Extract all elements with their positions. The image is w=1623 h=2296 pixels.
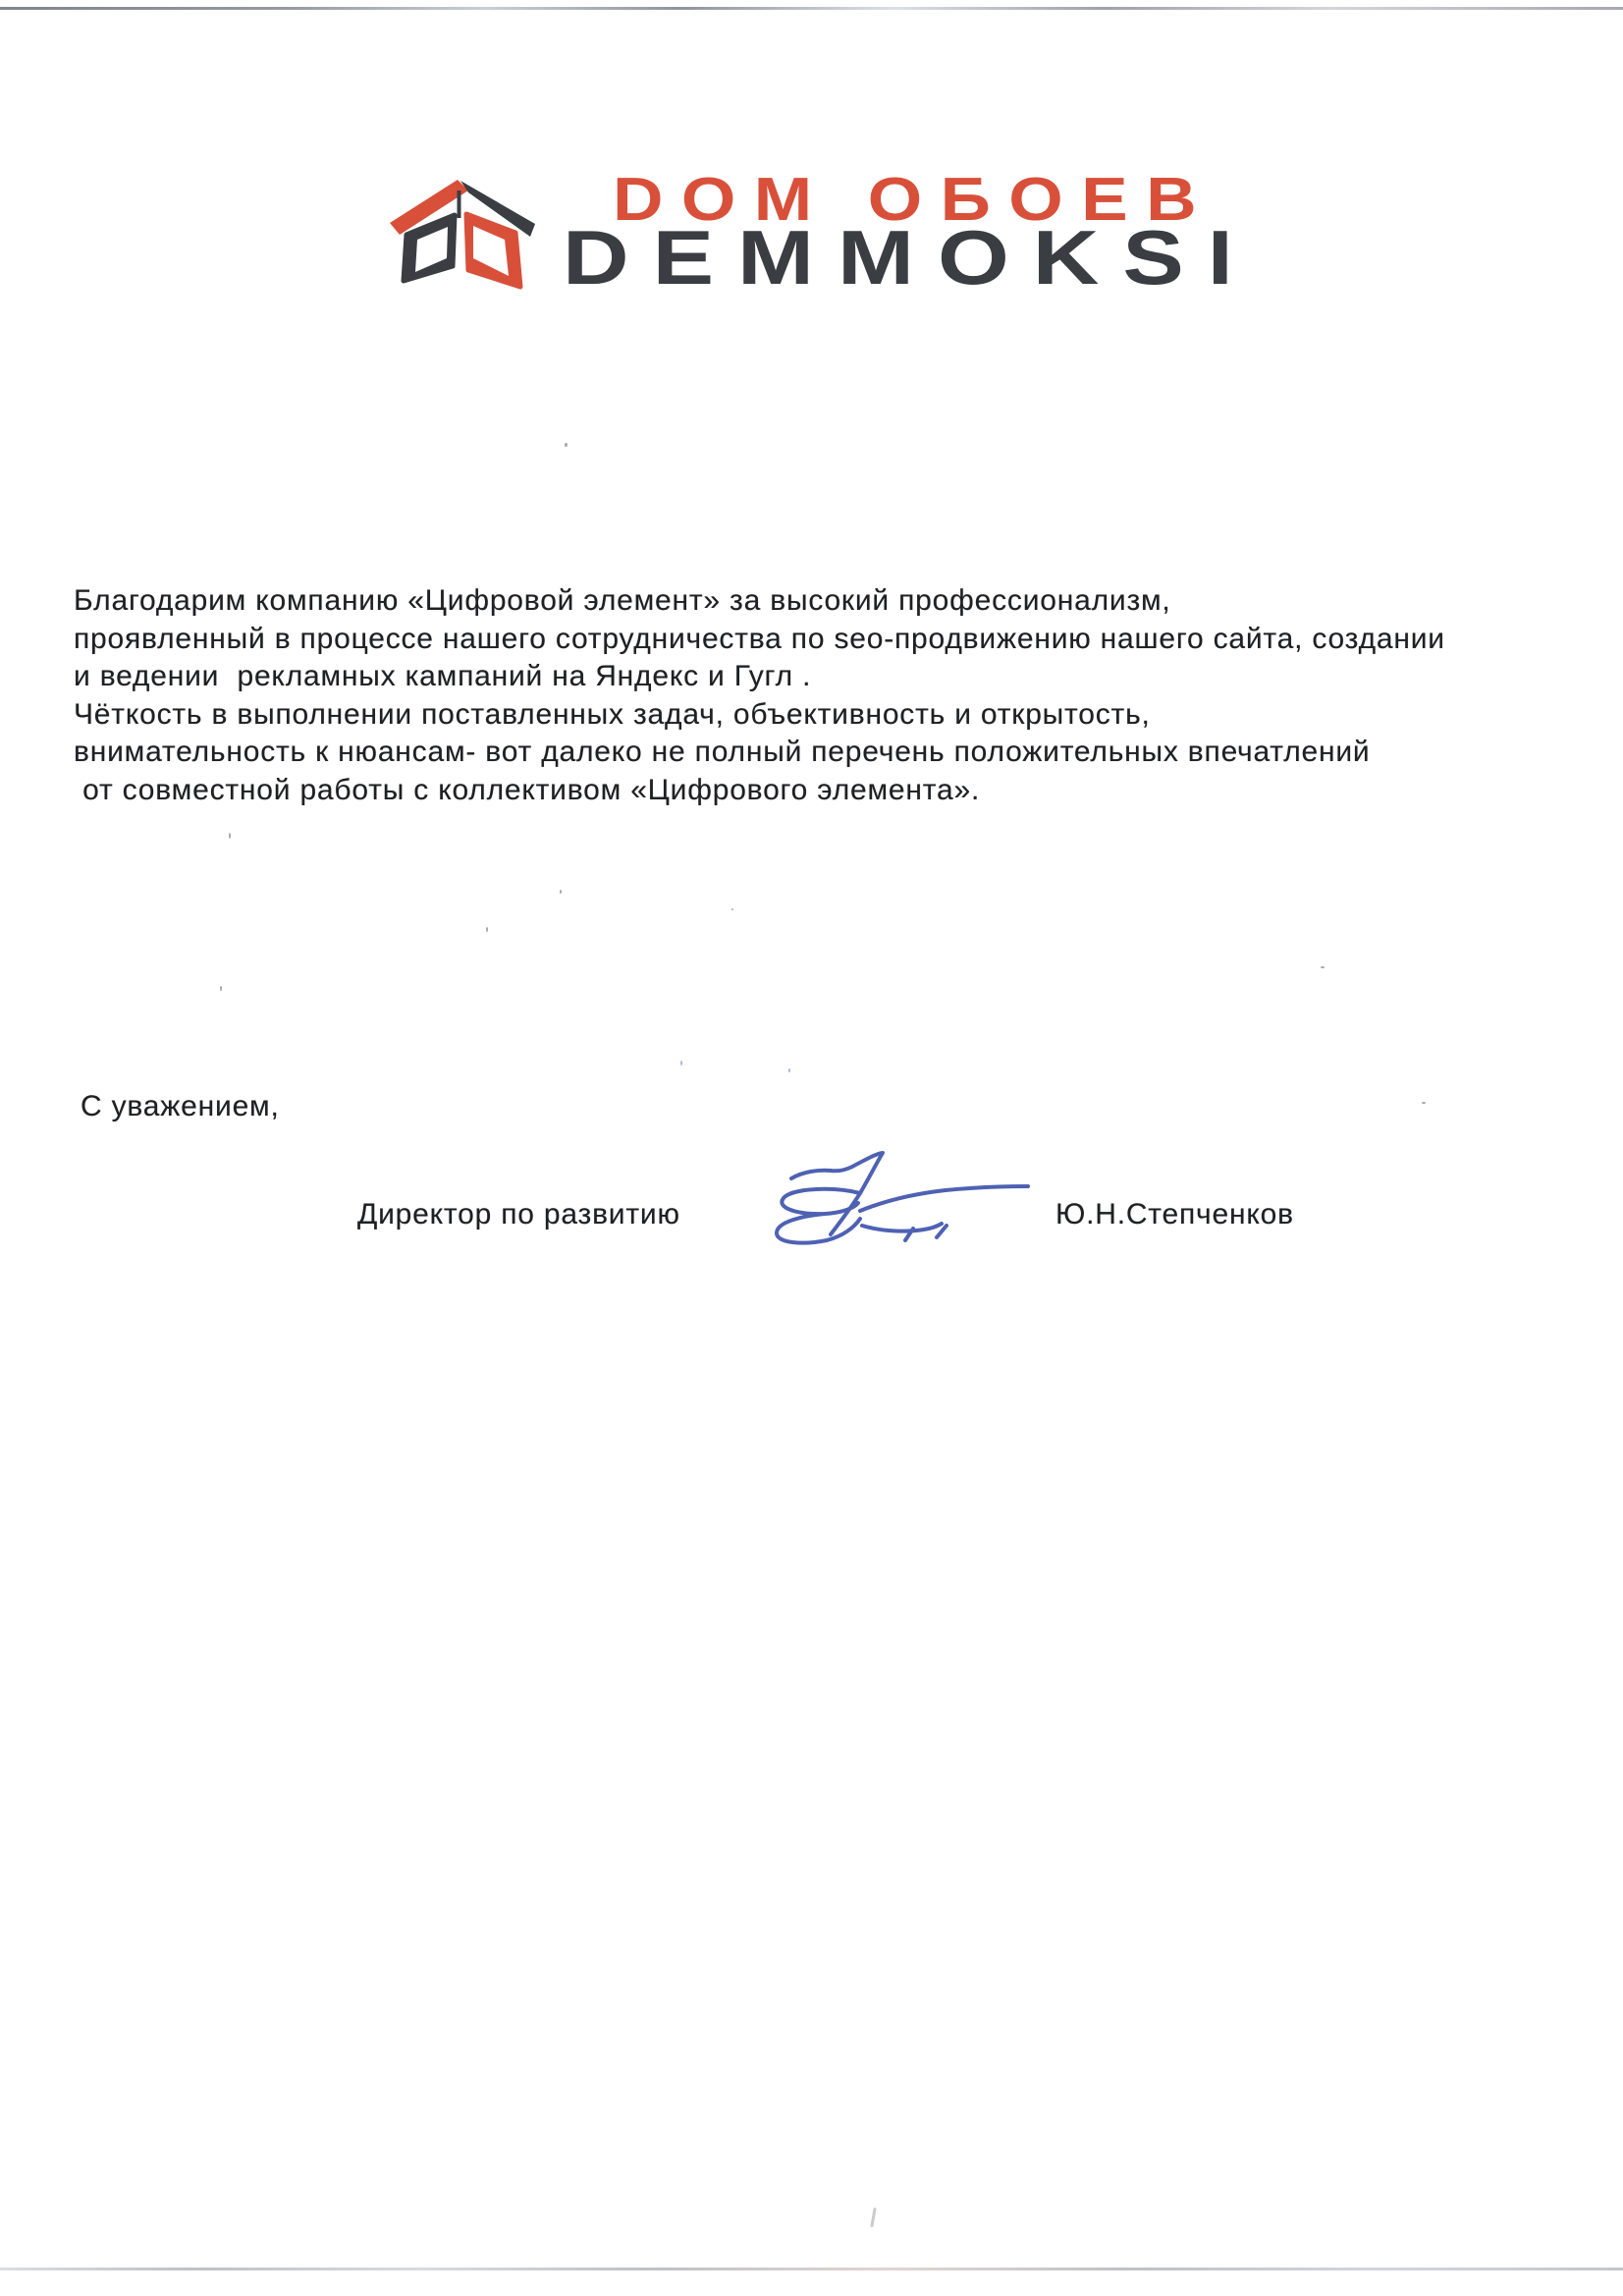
body-line: от совместной работы с коллективом «Цифрового элемента». xyxy=(74,773,981,806)
logo-brand-top-text: DOM ОБОЕВ xyxy=(613,166,1215,234)
body-line: Чёткость в выполнении поставленных задач, объективность и открытость, xyxy=(74,697,1151,731)
closing-salutation: С уважением, xyxy=(81,1090,280,1122)
scan-artifact-line-bottom xyxy=(0,2268,1623,2270)
logo-spine xyxy=(458,191,461,218)
scan-speck xyxy=(565,443,568,447)
signature-loops xyxy=(777,1189,860,1243)
body-line: проявленный в процессе нашего сотрудничества по seo-продвижению нашего сайта, создании xyxy=(74,622,1445,655)
scan-speck xyxy=(486,927,488,932)
letter-body xyxy=(74,582,1445,810)
body-line: внимательность к нюансам- вот далеко не полный перечень положительных впечатлений xyxy=(74,736,1371,769)
scan-speck xyxy=(220,986,222,991)
body-line: и ведении рекламных кампаний на Яндекс и Гугл . xyxy=(74,660,812,693)
scan-speck xyxy=(731,908,733,910)
scan-artifact-line-top xyxy=(0,7,1623,10)
signer-name: Ю.Н.Степченков xyxy=(1055,1198,1294,1230)
signature-trail xyxy=(862,1224,942,1231)
signer-title: Директор по развитию xyxy=(357,1198,680,1230)
scan-speck xyxy=(788,1068,790,1072)
demmoksi-logo-icon xyxy=(390,179,537,295)
logo-brand-bottom-text: DEMMOKSI xyxy=(563,214,1257,301)
scan-speck xyxy=(1321,966,1325,968)
scan-speck xyxy=(1422,1102,1426,1104)
handwritten-signature xyxy=(764,1139,1051,1255)
scan-speck xyxy=(560,890,562,894)
signature-stroke xyxy=(791,1153,883,1234)
signature-flourish xyxy=(860,1186,1028,1211)
body-line: Благодарим компанию «Цифровой элемент» за высокий профессионализм, xyxy=(74,584,1171,617)
scan-speck xyxy=(870,2208,876,2227)
scan-speck xyxy=(229,833,231,839)
scan-speck xyxy=(680,1061,682,1066)
